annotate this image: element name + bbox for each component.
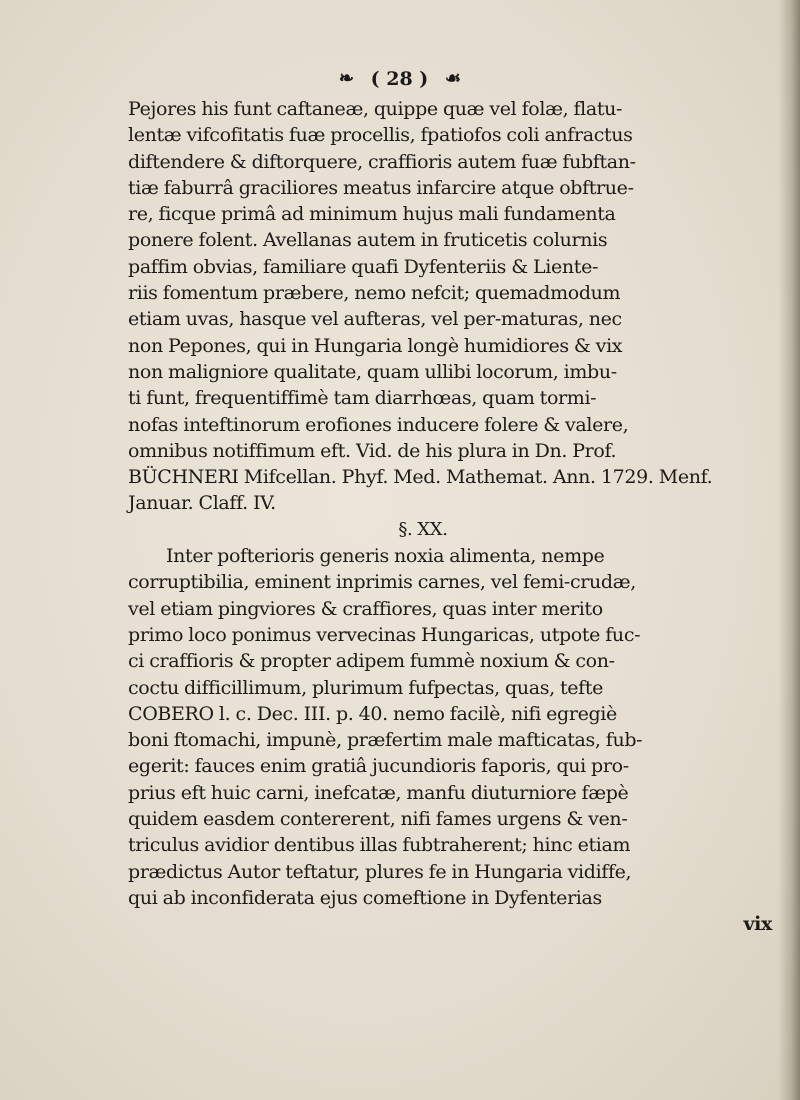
text-line: Pejores his funt caftaneæ, quippe quæ vel folæ, flatu- bbox=[128, 98, 623, 120]
body-text bbox=[128, 96, 788, 938]
text-line: paffim obvias, familiare quafi Dyfenteriis & Liente- bbox=[128, 255, 599, 278]
text-line: COBERO l. c. Dec. III. p. 40. nemo facilè, nifi egregiè bbox=[128, 702, 617, 725]
text-line: ponere folent. Avellanas autem in fruticetis colurnis bbox=[128, 229, 608, 252]
text-line: qui ab inconfiderata ejus comeftione in Dyfenterias bbox=[128, 886, 602, 909]
page-header bbox=[0, 68, 800, 90]
text-line: triculus avidior dentibus illas fubtraherent; hinc etiam bbox=[128, 834, 631, 857]
text-line: BÜCHNERI Mifcellan. Phyf. Med. Mathemat. Ann. 1729. Menf. bbox=[128, 466, 713, 489]
page-number: ( 28 ) bbox=[370, 68, 429, 90]
text-line: corruptibilia, eminent inprimis carnes, vel femi-crudæ, bbox=[128, 571, 636, 594]
text-line: lentæ vifcofitatis fuæ procellis, fpatiofos coli anfractus bbox=[128, 124, 633, 147]
text-line: Inter pofterioris generis noxia alimenta, nempe bbox=[166, 545, 605, 568]
text-line: omnibus notiffimum eft. Vid. de his plura in Dn. Prof. bbox=[128, 439, 617, 462]
text-line: egerit: fauces enim gratiâ jucundioris faporis, qui pro- bbox=[128, 755, 629, 778]
text-line: Januar. Claff. IV. bbox=[128, 492, 276, 515]
text-line: ci craffioris & propter adipem fummè noxium & con- bbox=[128, 650, 615, 673]
text-line: nofas inteftinorum erofiones inducere folere & valere, bbox=[128, 413, 629, 436]
text-line: quidem easdem contererent, nifi fames urgens & ven- bbox=[128, 808, 628, 831]
right-ornament-icon: ☙ bbox=[444, 68, 462, 89]
text-line: tiæ faburrâ graciliores meatus infarcire atque obftrue- bbox=[128, 176, 634, 199]
text-line: re, ficque primâ ad minimum hujus mali fundamenta bbox=[128, 203, 616, 226]
text-line: vel etiam pingviores & craffiores, quas inter merito bbox=[128, 597, 603, 620]
text-line: prius eft huic carni, inefcatæ, manfu diuturniore fæpè bbox=[128, 781, 629, 804]
catchword: vix bbox=[743, 913, 772, 936]
text-line: ti funt, frequentiffimè tam diarrhœas, quam tormi- bbox=[128, 387, 597, 410]
text-line: etiam uvas, hasque vel aufteras, vel per-maturas, nec bbox=[128, 308, 622, 331]
text-line: diftendere & diftorquere, craffioris autem fuæ fubftan- bbox=[128, 150, 636, 173]
text-line: primo loco ponimus vervecinas Hungaricas, utpote fuc- bbox=[128, 623, 641, 646]
text-line: non maligniore qualitate, quam ullibi locorum, imbu- bbox=[128, 360, 617, 383]
section-heading: §. XX. bbox=[398, 518, 448, 540]
text-line: prædictus Autor teftatur, plures fe in Hungaria vidiffe, bbox=[128, 860, 632, 883]
left-ornament-icon: ❧ bbox=[338, 68, 355, 89]
text-line: riis fomentum præbere, nemo nefcit; quemadmodum bbox=[128, 282, 621, 305]
text-line: boni ftomachi, impunè, præfertim male mafticatas, fub- bbox=[128, 729, 643, 752]
text-line: non Pepones, qui in Hungaria longè humidiores & vix bbox=[128, 334, 623, 357]
text-line: coctu difficillimum, plurimum fufpectas, quas, tefte bbox=[128, 676, 604, 699]
